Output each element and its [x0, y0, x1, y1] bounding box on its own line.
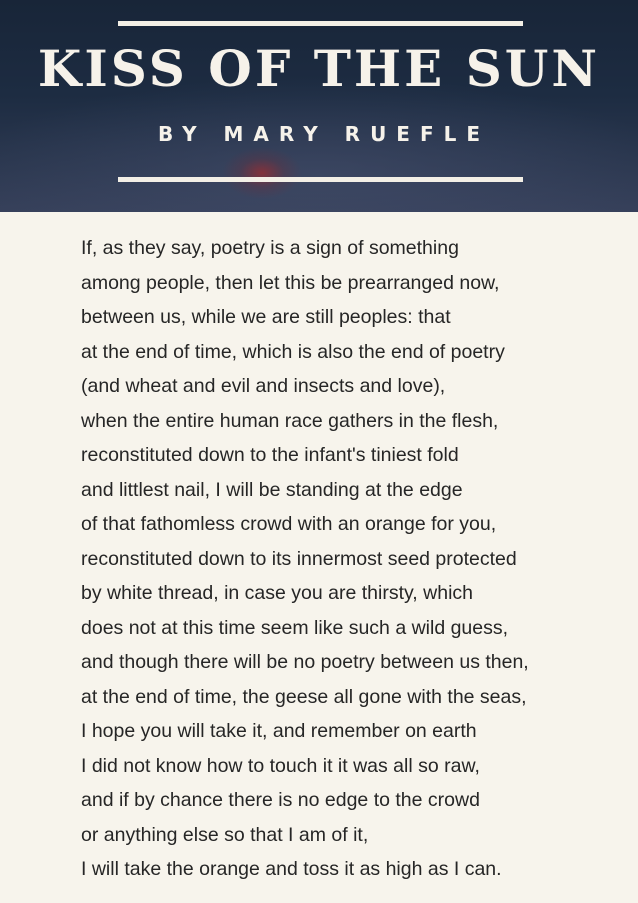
poem-line: at the end of time, the geese all gone with the seas, [81, 685, 527, 708]
poem-line: at the end of time, which is also the end of poetry [81, 340, 505, 363]
poem-line: I hope you will take it, and remember on earth [81, 720, 477, 742]
poem-line: (and wheat and evil and insects and love), [81, 375, 446, 397]
poem-body [81, 231, 621, 887]
poem-line: among people, then let this be prearranged now, [81, 271, 500, 294]
poem-line: between us, while we are still peoples: that [81, 306, 451, 328]
poem-line: when the entire human race gathers in the flesh, [81, 409, 499, 432]
poem-line: and if by chance there is no edge to the crowd [81, 789, 480, 811]
poem-line: and though there will be no poetry between us then, [81, 651, 529, 673]
poem-line: of that fathomless crowd with an orange for you, [81, 513, 497, 535]
poem-line: or anything else so that I am of it, [81, 823, 369, 846]
poem-line: does not at this time seem like such a wild guess, [81, 616, 509, 639]
author-byline: BY MARY RUEFLE [157, 122, 491, 146]
poem-line: I did not know how to touch it it was all so raw, [81, 754, 480, 777]
poem-line: I will take the orange and toss it as high as I can. [81, 858, 502, 880]
poem-line: by white thread, in case you are thirsty, which [81, 582, 473, 604]
top-divider [118, 21, 523, 26]
bottom-divider [118, 177, 523, 182]
poem-line: If, as they say, poetry is a sign of something [81, 237, 459, 259]
poem-line: reconstituted down to its innermost seed protected [81, 547, 517, 570]
header-banner [0, 0, 638, 212]
poem-line: and littlest nail, I will be standing at the edge [81, 478, 463, 501]
poem-title: KISS OF THE SUN [37, 39, 601, 98]
poem-line: reconstituted down to the infant's tiniest fold [81, 444, 459, 466]
